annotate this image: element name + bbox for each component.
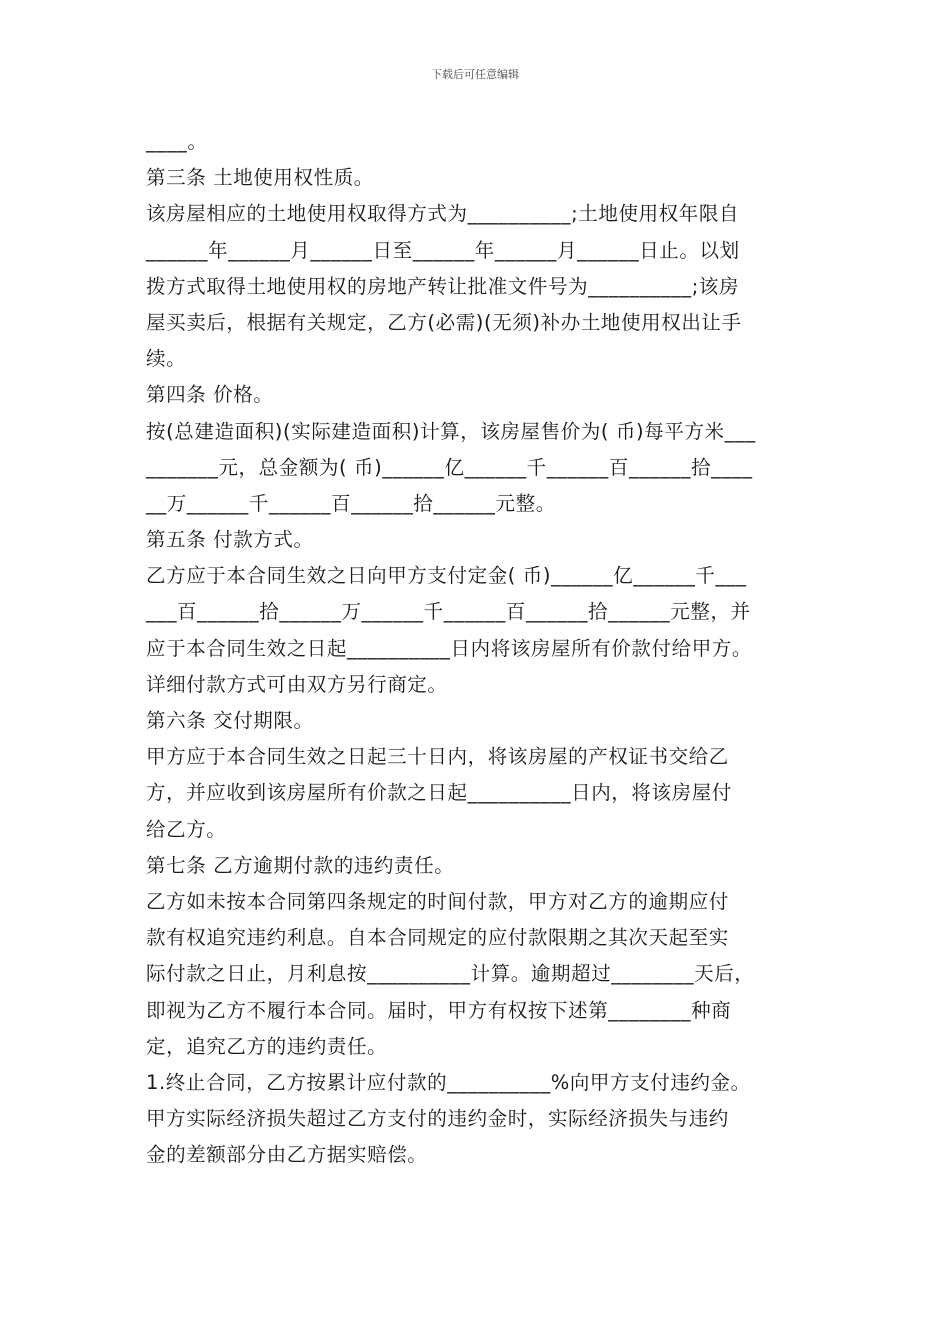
text-line: 金的差额部分由乙方据实赔偿。: [146, 1143, 428, 1167]
text-line: 详细付款方式可由双方另行商定。: [146, 672, 448, 696]
text-line: 屋买卖后，根据有关规定，乙方(必需)(无须)补办土地使用权出让手: [146, 310, 742, 334]
section-heading-6: 第六条 交付期限。: [146, 709, 314, 732]
text-line: 甲方实际经济损失超过乙方支付的违约金时，实际经济损失与违约: [146, 1107, 729, 1131]
text-line: 应于本合同生效之日起__________日内将该房屋所有价款付给甲方。: [146, 636, 753, 660]
text-line: ______年______月______日至______年______月______日止。以划: [146, 238, 740, 262]
text-line: 款有权追究违约利息。自本合同规定的应付款限期之其次天起至实: [146, 926, 729, 950]
text-line: 际付款之日止，月利息按__________计算。逾期超过________天后，: [146, 962, 755, 986]
section-heading-5: 第五条 付款方式。: [146, 528, 314, 552]
text-line: 拨方式取得土地使用权的房地产转让批准文件号为__________;该房: [146, 274, 740, 298]
text-line: ____。: [146, 130, 208, 153]
text-line: 甲方应于本合同生效之日起三十日内，将该房屋的产权证书交给乙: [146, 745, 729, 769]
text-line: __万______千______百______拾______元整。: [146, 491, 556, 515]
text-line: 给乙方。: [146, 817, 227, 841]
section-heading-3: 第三条 土地使用权性质。: [146, 166, 374, 190]
text-line: _______元，总金额为( 币)______亿______千______百______拾____: [146, 455, 753, 479]
page-header: 下载后可任意编辑: [431, 68, 519, 81]
text-line: 方，并应收到该房屋所有价款之日起__________日内，将该房屋付: [146, 781, 732, 805]
text-line: 定，追究乙方的违约责任。: [146, 1034, 388, 1058]
text-line: 1.终止合同，乙方按累计应付款的__________%向甲方支付违约金。: [146, 1070, 751, 1094]
text-line: ___百______拾______万______千______百______拾______元整，并: [146, 600, 751, 624]
text-line: 续。: [146, 347, 187, 371]
section-heading-4: 第四条 价格。: [146, 383, 274, 407]
text-line: 该房屋相应的土地使用权取得方式为__________;土地使用权年限自: [146, 202, 740, 226]
text-line: 乙方应于本合同生效之日向甲方支付定金( 币)______亿______千___: [146, 564, 747, 588]
text-line: 即视为乙方不履行本合同。届时，甲方有权按下述第________种商: [146, 998, 732, 1022]
text-line: 按(总建造面积)(实际建造面积)计算，该房屋售价为( 币)每平方米___: [146, 419, 756, 443]
document-body: [146, 124, 826, 1173]
section-heading-7: 第七条 乙方逾期付款的违约责任。: [146, 853, 455, 877]
text-line: 乙方如未按本合同第四条规定的时间付款，甲方对乙方的逾期应付: [146, 889, 729, 913]
